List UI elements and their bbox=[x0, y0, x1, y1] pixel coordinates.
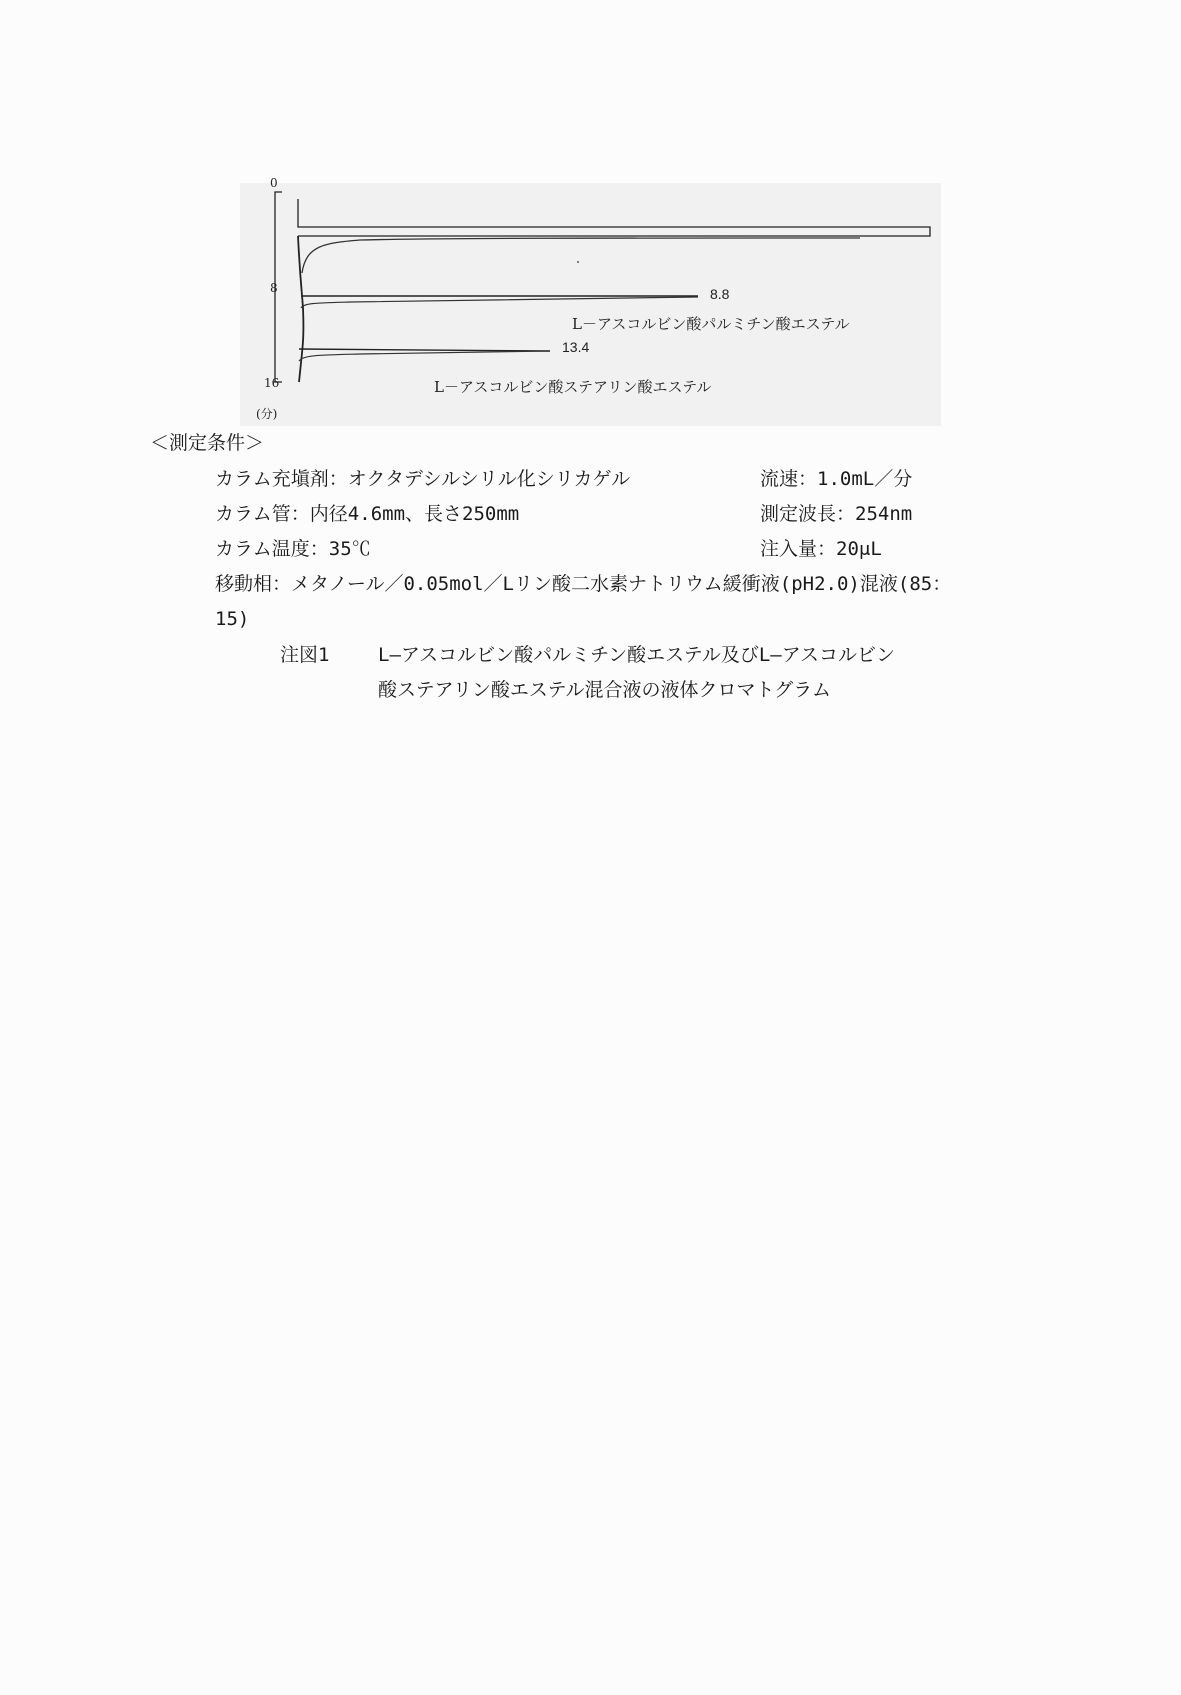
solvent-tail-curve bbox=[302, 238, 860, 273]
conditions-heading: ＜測定条件＞ bbox=[150, 432, 265, 454]
caption-line-2: 酸ステアリン酸エステル混合液の液体クロマトグラム bbox=[378, 679, 831, 701]
mobile-phase-continued: 15) bbox=[215, 608, 250, 630]
peak-label-name: L－アスコルビン酸ステアリン酸エステル bbox=[434, 378, 712, 396]
tick-8: 8 bbox=[270, 281, 278, 295]
mobile-phase: 移動相：メタノール／0.05mol／Lリン酸二水素ナトリウム緩衝液(pH2.0)混液(85： bbox=[215, 573, 952, 595]
peak-label-time: 13.4 bbox=[562, 339, 590, 355]
chromatogram-figure bbox=[240, 176, 941, 426]
tick-16: 16 bbox=[264, 376, 280, 390]
wavelength: 測定波長：254nm bbox=[760, 503, 913, 525]
chromatogram-trace bbox=[298, 236, 303, 382]
tick-0: 0 bbox=[270, 176, 278, 190]
solvent-front-line bbox=[298, 199, 930, 236]
flow-rate: 流速：1.0mL／分 bbox=[760, 468, 913, 490]
axis-unit: (分) bbox=[256, 407, 278, 421]
peak-13.4-return bbox=[299, 351, 550, 361]
peak-label-name: L－アスコルビン酸パルミチン酸エステル bbox=[572, 315, 850, 333]
speck bbox=[577, 261, 579, 263]
peak-8.8-return bbox=[301, 297, 698, 308]
column-packing: カラム充塡剤：オクタデシルシリル化シリカゲル bbox=[215, 468, 631, 490]
injection-volume: 注入量：20μL bbox=[760, 538, 882, 560]
column-temperature: カラム温度：35℃ bbox=[215, 538, 371, 560]
column-tube: カラム管：内径4.6mm、長さ250mm bbox=[215, 503, 520, 525]
peak-13.4 bbox=[299, 349, 550, 351]
caption-number: 注図1 bbox=[280, 644, 330, 666]
caption-line-1: L―アスコルビン酸パルミチン酸エステル及びL―アスコルビン bbox=[378, 644, 895, 666]
peak-label-time: 8.8 bbox=[710, 286, 730, 302]
